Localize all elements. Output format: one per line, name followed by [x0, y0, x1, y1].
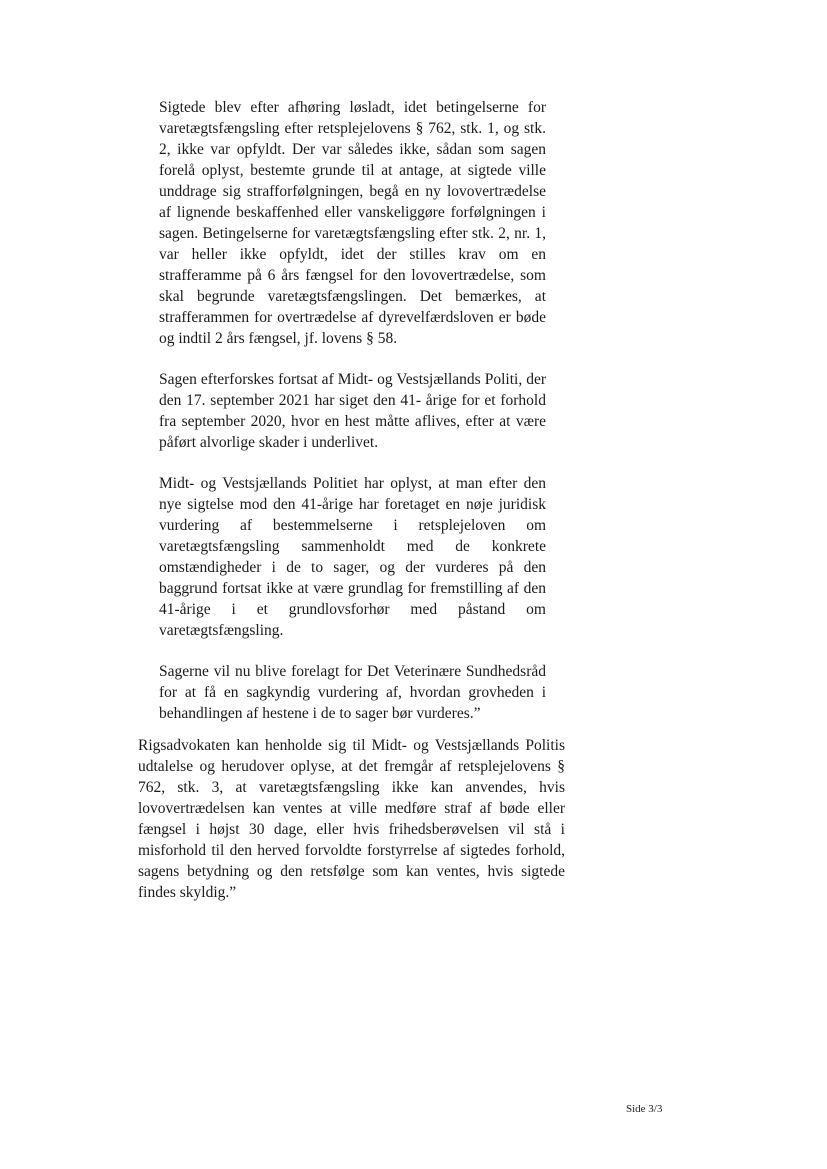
- main-paragraph: Rigsadvokaten kan henholde sig til Midt- og Vestsjællands Politis udtalelse og herudover oplyse, at det fremgår af retsplejelovens § 762, stk. 3, at varetægtsfængsling ikke kan anvendes, hvis lovovertrædelsen kan ventes at ville medføre straf af bøde eller fængsel i højst 30 dage, eller hvis frihedsberøvelsen vil stå i misforhold til den herved forvoldte forstyrrelse af sigtedes forhold, sagens betydning og den retsfølge som kan ventes, hvis sigtede findes skyldig.”: [138, 737, 565, 901]
- quote-paragraph-2: Sagen efterforskes fortsat af Midt- og Vestsjællands Politi, der den 17. september 2021 har siget den 41- årige for et forhold fra september 2020, hvor en hest måtte aflives, efter at være påført alvorlige skader i underlivet.: [159, 371, 546, 451]
- quote-paragraph-4: Sagerne vil nu blive forelagt for Det Veterinære Sundhedsråd for at få en sagkyndig vurdering af, hvordan grovheden i behandlingen af hestene i de to sager bør vurderes.”: [159, 663, 546, 722]
- quote-paragraph-3: Midt- og Vestsjællands Politiet har oplyst, at man efter den nye sigtelse mod den 41-årige har foretaget en nøje juridisk vurdering af bestemmelserne i retsplejeloven om varetægtsfængsling sammenholdt med de konkrete omstændigheder i de to sager, og der vurderes på den baggrund fortsat ikke at være grundlag for fremstilling af den 41-årige i et grundlovsforhør med påstand om varetægtsfængsling.: [159, 475, 546, 639]
- main-text-block: [138, 735, 565, 903]
- quoted-statement: [159, 97, 546, 744]
- quote-paragraph-1: Sigtede blev efter afhøring løsladt, idet betingelserne for varetægtsfængsling efter retsplejelovens § 762, stk. 1, og stk. 2, ikke var opfyldt. Der var således ikke, sådan som sagen forelå oplyst, bestemte grunde til at antage, at sigtede ville unddrage sig strafforfølgningen, begå en ny lovovertrædelse af lignende beskaffenhed eller vanskeliggøre forfølgningen i sagen. Betingelserne for varetægtsfængsling efter stk. 2, nr. 1, var heller ikke opfyldt, idet der stilles krav om en strafferamme på 6 års fængsel for den lovovertrædelse, som skal begrunde varetægtsfængslingen. Det bemærkes, at strafferammen for overtrædelse af dyrevelfærdsloven er bøde og indtil 2 års fængsel, jf. lovens § 58.: [159, 99, 546, 347]
- page-number: Side 3/3: [626, 1103, 663, 1115]
